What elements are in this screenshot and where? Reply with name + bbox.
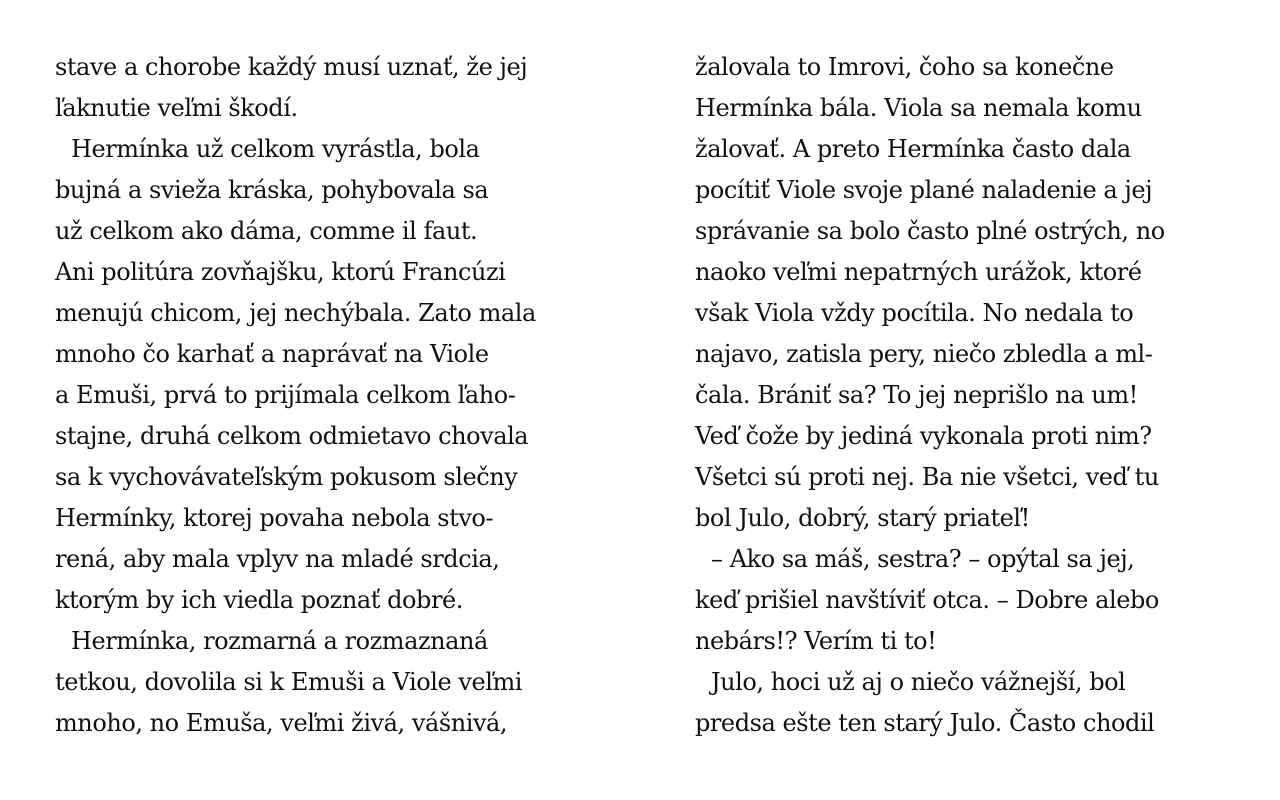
paragraph-start-line: – Ako sa máš, sestra? – opýtal sa jej, [711,545,1135,573]
text-line: najavo, zatisla pery, niečo zbledla a ml- [695,340,1153,368]
text-line: správanie sa bolo často plné ostrých, no [695,217,1165,245]
text-line: Veď čože by jediná vykonala proti nim? [695,422,1152,450]
text-line: predsa ešte ten starý Julo. Často chodil [695,709,1155,737]
text-line: Hermínka bála. Viola sa nemala komu [695,94,1142,122]
text-line: stave a chorobe každý musí uznať, že jej [55,53,528,81]
paragraph-start-line: Hermínka, rozmarná a rozmaznaná [71,627,488,655]
text-line: mnoho čo karhať a naprávať na Viole [55,340,489,368]
text-line: Všetci sú proti nej. Ba nie všetci, veď tu [695,463,1159,491]
text-line: a Emuši, prvá to prijímala celkom ľaho- [55,381,516,409]
text-line: však Viola vždy pocítila. No nedala to [695,299,1134,327]
text-line: bol Julo, dobrý, starý priateľ! [695,504,1030,532]
text-line: bujná a svieža kráska, pohybovala sa [55,176,489,204]
text-line: žalovať. A preto Hermínka často dala [695,135,1131,163]
text-line: Ani politúra zovňajšku, ktorú Francúzi [55,258,506,286]
text-line: rená, aby mala vplyv na mladé srdcia, [55,545,500,573]
left-page-text [55,47,615,744]
right-page-text [695,47,1255,744]
text-line: menujú chicom, jej nechýbala. Zato mala [55,299,536,327]
text-line: keď prišiel navštíviť otca. – Dobre alebo [695,586,1159,614]
text-line: sa k vychovávateľským pokusom slečny [55,463,518,491]
paragraph-start-line: Julo, hoci už aj o niečo vážnejší, bol [711,668,1126,696]
text-line: ktorým by ich viedla poznať dobré. [55,586,463,614]
text-line: už celkom ako dáma, comme il faut. [55,217,478,245]
text-line: tetkou, dovolila si k Emuši a Viole veľmi [55,668,523,696]
text-line: naoko veľmi nepatrných urážok, ktoré [695,258,1142,286]
text-line: nebárs!? Verím ti to! [695,627,937,655]
text-line: stajne, druhá celkom odmietavo chovala [55,422,529,450]
text-line: pocítiť Viole svoje plané naladenie a jej [695,176,1153,204]
text-line: mnoho, no Emuša, veľmi živá, vášnivá, [55,709,508,737]
paragraph-start-line: Hermínka už celkom vyrástla, bola [71,135,480,163]
text-line: Hermínky, ktorej povaha nebola stvo- [55,504,494,532]
text-line: ľaknutie veľmi škodí. [55,94,298,122]
text-line: čala. Brániť sa? To jej neprišlo na um! [695,381,1138,409]
text-line: žalovala to Imrovi, čoho sa konečne [695,53,1114,81]
